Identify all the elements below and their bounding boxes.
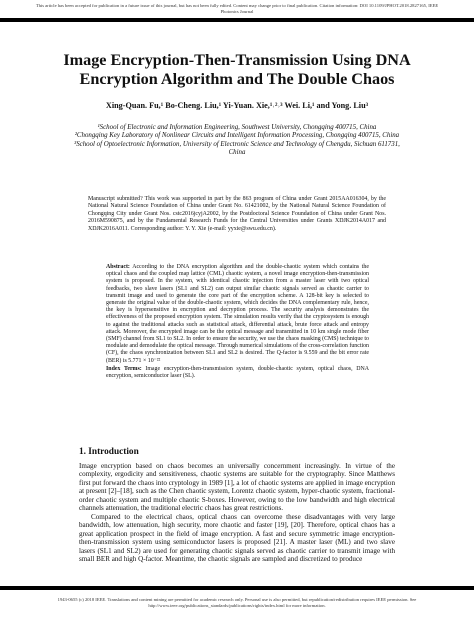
body-text (79, 462, 395, 563)
affiliation-3: ³School of Optoelectronic Information, University of Electronic Science and Technology of Chengdu, Sichuan 611731, China (74, 140, 400, 157)
bottom-rule (0, 586, 474, 590)
paragraph: Compared to the electrical chaos, optical chaos can overcome these disadvantages with very large bandwidth, low attenuation, high security, more chaotic and faster [19], [20]. Therefore, optical chaos has a great application prospect in the field of image encryption. A fast and secure symmetric image encryption-then-transmission system using semiconductor lasers is proposed [21]. A master laser (ML) and two slave lasers (SL1 and SL2) are used for generating chaotic signals served as chaotic carrier to transmit image with small BER and high Q-factor. Meantime, the chaotic signals are sampled and discretized to produce (79, 512, 395, 563)
paragraph: Image encryption based on chaos becomes an universally concernment increasingly. In virtue of the complexity, ergodicity and sensitiveness, chaotic systems are suitable for the cryptography. Since Matthews first put forward the chaos into cryptology in 1989 [1], a lot of chaotic systems are applied in image encryption at present [2]–[18], such as the Chen chaotic system, Lorentz chaotic system, hyper-chaotic system, fractional-order chaotic system and multiple chaotic S-boxes. However, owing to the low bandwidth and high electrical channels attenuation, the traditional electric chaos has great restrictions. (79, 462, 395, 513)
footer-line-2: http://www.ieee.org/publications_standards/publications/rights/index.html for more information. (148, 602, 326, 608)
notice-line: This article has been accepted for publication in a future issue of this journal, but has not been fully edited. Content may change prior to final publication. Citation information: DOI 10.1109/JPHOT.2018.2827165, IEEE (35, 3, 439, 8)
affiliations (70, 124, 404, 158)
index-terms-label: Index Terms: (106, 366, 142, 372)
paper-title (40, 51, 434, 89)
top-rule (0, 18, 474, 22)
journal-name: Photonics Journal (220, 8, 254, 14)
title-line-2: Encryption Algorithm and The Double Chaos (79, 70, 395, 88)
index-terms (106, 366, 369, 380)
copyright-footer (0, 597, 474, 609)
author-list: Xing-Quan. Fu,¹ Bo-Cheng. Liu,¹ Yi-Yuan. Xie,¹˒²˒³ Wei. Li,¹ and Yong. Liu³ (105, 101, 369, 110)
affiliation-1: ¹School of Electronic and Information Engineering, Southwest University, Chongqing 400715, China (97, 124, 377, 131)
abstract-label: Abstract: (106, 264, 130, 270)
affiliation-2: ²Chongqing Key Laboratory of Nonlinear Circuits and Intelligent Information Processing, Chongqing 400715, China (74, 132, 400, 140)
index-terms-text: Image encryption-then-transmission system, double-chaotic system, optical chaos, DNA encryption, semiconductor laser (SL). (106, 366, 369, 380)
manuscript-note: Manuscript submitted? This work was supported in part by the 863 program of China under Grant 2015AA016304, by the National Natural Science Foundation of China under Grant No. 61421002, by the National Natural Science Foundation of Chongqing City under Grant Nos. cstc2016jcyjA2002, by the Postdoctoral Science Foundation of China under Grant Nos. 2016M590875, and by the Fundamental Research Funds for the Central Universities under Grants XDJK2014A017 and XDJK2016A011. Corresponding author: Y. Y. Xie (e-mail: yyxie@swu.edu.cn). (88, 196, 386, 232)
abstract (106, 264, 369, 365)
abstract-text: According to the DNA encryption algorithm and the double-chaotic system which contains the optical chaos and the coupled map lattice (CML) chaotic system, a novel image encryption-then-transmission system is proposed. In the system, with identical chaotic injection from a master laser with two optical feedbacks, two slave lasers (SL1 and SL2) can output similar chaotic signals served as chaotic carrier to transmit image and used to generate the core part of the encryption scheme. A 128-bit key is selected to generate the original value of the double-chaotic system, which decides the DNA complementary rule, hence, the key is hypersensitive in encryption and decryption process. The security analysis demonstrates the effectiveness of the proposed encryption system. The simulation results verify that the cryptosystem is enough to against the traditional attacks such as statistical attack, differential attack, brute force attack and entropy attack. Moreover, the encrypted image can be the optical message and transmitted in 10 km single mode fiber (SMF) channel from SL1 to SL2. In order to ensure the security, we use the chaos masking (CMS) technique to modulate and demodulate the optical message. Through numerical simulations of the cross-correlation function (CF), the chaos synchronization between SL1 and SL2 is desired. The Q-factor is 9.559 and the bit error rate (BER) is 5.771 × 10⁻²² (106, 264, 369, 364)
footer-line-1: 1943-0655 (c) 2018 IEEE. Translations and content mining are permitted for academic research only. Personal use is also permitted, but republication/redistribution requires IEEE permission. See (57, 597, 417, 602)
publication-notice (0, 3, 474, 14)
section-heading: 1. Introduction (79, 447, 139, 457)
title-line-1: Image Encryption-Then-Transmission Using DNA (63, 51, 411, 69)
